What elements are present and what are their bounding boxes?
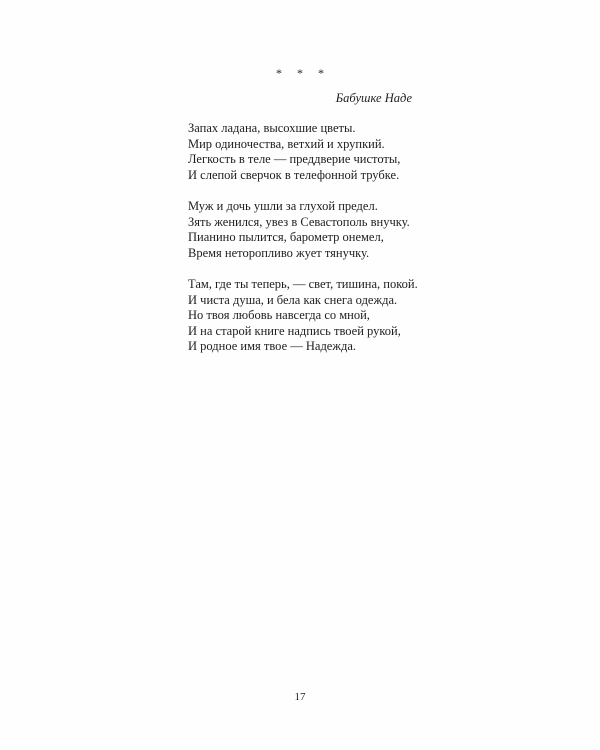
stanza-3: [188, 277, 448, 355]
poem-line: Легкость в теле — преддверие чистоты,: [188, 152, 401, 166]
poem-body: [188, 121, 448, 371]
poem-line: Время неторопливо жует тянучку.: [188, 245, 370, 260]
poem-line: Муж и дочь ушли за глухой предел.: [188, 199, 378, 213]
poem-line: Запах ладана, высохшие цветы.: [188, 121, 356, 135]
poem-line: Там, где ты теперь, — свет, тишина, покой.: [188, 277, 418, 291]
page-number: 17: [294, 691, 306, 703]
stanza-1: [188, 121, 448, 183]
poem-line: Пианино пылится, барометр онемел,: [188, 230, 384, 244]
poem-line: И на старой книге надпись твоей рукой,: [188, 323, 401, 338]
stanza-2: [188, 199, 448, 261]
poem-line: И чиста душа, и бела как снега одежда.: [188, 292, 398, 307]
poem-line: И родное имя твое — Надежда.: [188, 339, 357, 353]
poem-line: И слепой сверчок в телефонной трубке.: [188, 167, 400, 182]
section-ornament: * * *: [276, 66, 330, 80]
poem-line: Мир одиночества, ветхий и хрупкий.: [188, 136, 385, 151]
poem-line: Зять женился, увез в Севастополь внучку.: [188, 214, 410, 229]
poem-line: Но твоя любовь навсегда со мной,: [188, 308, 370, 322]
poem-dedication: Бабушке Наде: [335, 91, 412, 105]
